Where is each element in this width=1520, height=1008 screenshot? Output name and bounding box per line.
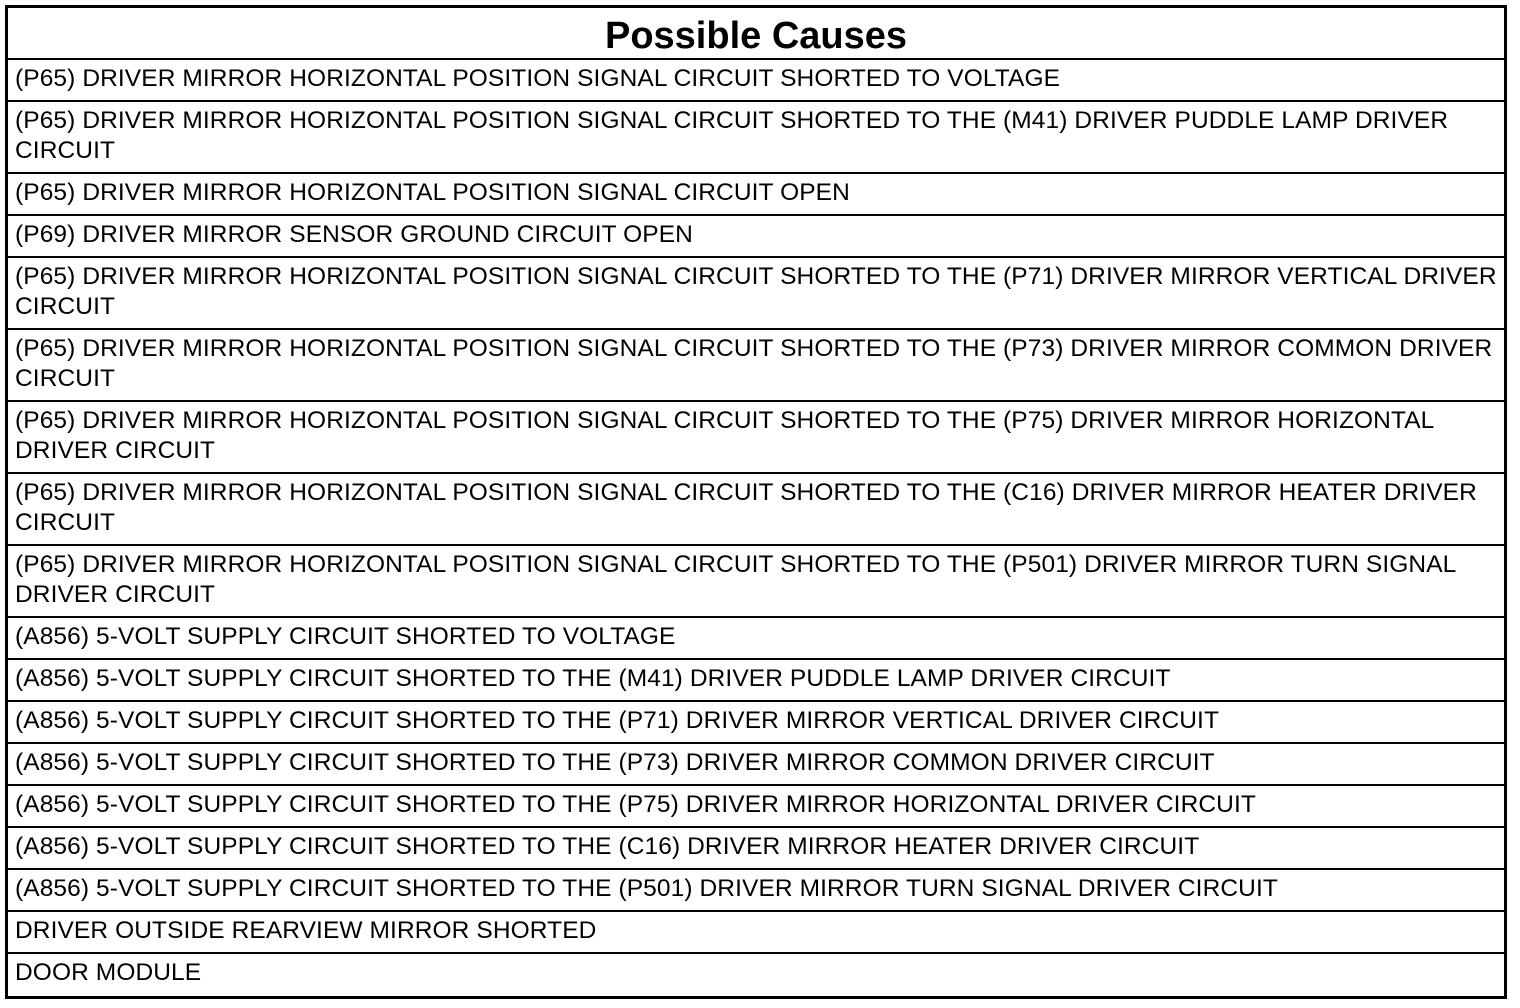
- table-row: (P65) DRIVER MIRROR HORIZONTAL POSITION SIGNAL CIRCUIT OPEN: [8, 174, 1504, 216]
- table-row: (P69) DRIVER MIRROR SENSOR GROUND CIRCUIT OPEN: [8, 216, 1504, 258]
- table-row: (P65) DRIVER MIRROR HORIZONTAL POSITION SIGNAL CIRCUIT SHORTED TO THE (P75) DRIVER MIRROR HORIZONTAL DRIVER CIRCUIT: [8, 402, 1504, 474]
- table-title: Possible Causes: [8, 8, 1504, 60]
- table-row: (P65) DRIVER MIRROR HORIZONTAL POSITION SIGNAL CIRCUIT SHORTED TO THE (P71) DRIVER MIRROR VERTICAL DRIVER CIRCUIT: [8, 258, 1504, 330]
- table-row: (P65) DRIVER MIRROR HORIZONTAL POSITION SIGNAL CIRCUIT SHORTED TO THE (P501) DRIVER MIRROR TURN SIGNAL DRIVER CIRCUIT: [8, 546, 1504, 618]
- table-row: (P65) DRIVER MIRROR HORIZONTAL POSITION SIGNAL CIRCUIT SHORTED TO THE (M41) DRIVER PUDDLE LAMP DRIVER CIRCUIT: [8, 102, 1504, 174]
- table-row: (P65) DRIVER MIRROR HORIZONTAL POSITION SIGNAL CIRCUIT SHORTED TO THE (C16) DRIVER MIRROR HEATER DRIVER CIRCUIT: [8, 474, 1504, 546]
- table-row: (A856) 5-VOLT SUPPLY CIRCUIT SHORTED TO VOLTAGE: [8, 618, 1504, 660]
- table-row: (A856) 5-VOLT SUPPLY CIRCUIT SHORTED TO THE (P71) DRIVER MIRROR VERTICAL DRIVER CIRCUIT: [8, 702, 1504, 744]
- table-row: (P65) DRIVER MIRROR HORIZONTAL POSITION SIGNAL CIRCUIT SHORTED TO VOLTAGE: [8, 60, 1504, 102]
- table-row: (A856) 5-VOLT SUPPLY CIRCUIT SHORTED TO THE (C16) DRIVER MIRROR HEATER DRIVER CIRCUIT: [8, 828, 1504, 870]
- table-row: (A856) 5-VOLT SUPPLY CIRCUIT SHORTED TO THE (M41) DRIVER PUDDLE LAMP DRIVER CIRCUIT: [8, 660, 1504, 702]
- possible-causes-table: [5, 5, 1507, 999]
- table-row: (P65) DRIVER MIRROR HORIZONTAL POSITION SIGNAL CIRCUIT SHORTED TO THE (P73) DRIVER MIRROR COMMON DRIVER CIRCUIT: [8, 330, 1504, 402]
- table-row: DOOR MODULE: [15, 959, 202, 986]
- table-row: (A856) 5-VOLT SUPPLY CIRCUIT SHORTED TO THE (P73) DRIVER MIRROR COMMON DRIVER CIRCUIT: [8, 744, 1504, 786]
- table-row: DRIVER OUTSIDE REARVIEW MIRROR SHORTED: [8, 912, 1504, 954]
- table-row: (A856) 5-VOLT SUPPLY CIRCUIT SHORTED TO THE (P501) DRIVER MIRROR TURN SIGNAL DRIVER CIRCUIT: [8, 870, 1504, 912]
- table-row: (A856) 5-VOLT SUPPLY CIRCUIT SHORTED TO THE (P75) DRIVER MIRROR HORIZONTAL DRIVER CIRCUIT: [8, 786, 1504, 828]
